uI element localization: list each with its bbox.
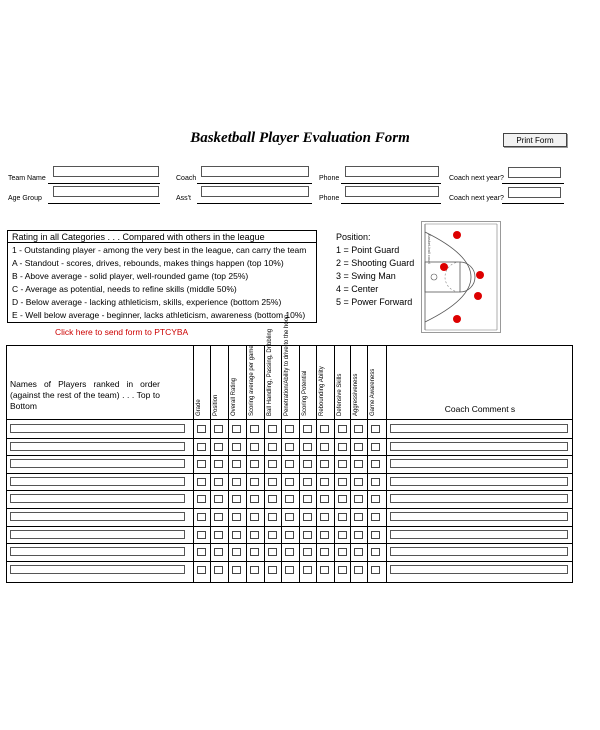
rating-checkbox[interactable] <box>320 460 329 468</box>
column-header: Game Awareness <box>370 368 376 416</box>
rating-item: D - Below average - lacking athleticism, skills, experience (bottom 25%) <box>12 297 282 307</box>
coach-next-year2-line <box>502 203 564 204</box>
coach-line <box>197 183 312 184</box>
position-title: Position: <box>336 232 371 242</box>
column-header: Defensive Skills <box>337 373 343 416</box>
court-free-throw-arc <box>460 262 475 292</box>
rating-checkbox[interactable] <box>232 425 241 433</box>
coach-comment-input[interactable] <box>390 512 568 521</box>
rating-checkbox[interactable] <box>338 513 347 521</box>
player-name-input[interactable] <box>10 442 185 451</box>
coach-comment-input[interactable] <box>390 442 568 451</box>
coach-next-year2-label: Coach next year? <box>449 195 504 202</box>
rating-checkbox[interactable] <box>371 566 380 574</box>
position-item: 3 = Swing Man <box>336 271 396 281</box>
rating-checkbox[interactable] <box>250 495 259 503</box>
column-divider <box>246 345 247 583</box>
rating-checkbox[interactable] <box>371 425 380 433</box>
rating-checkbox[interactable] <box>303 531 312 539</box>
rating-item: A - Standout - scores, drives, rebounds, makes things happen (top 10%) <box>12 258 284 268</box>
rating-checkbox[interactable] <box>285 566 294 574</box>
rating-checkbox[interactable] <box>320 425 329 433</box>
rating-checkbox[interactable] <box>354 425 363 433</box>
player-marker <box>453 315 461 323</box>
player-name-input[interactable] <box>10 424 185 433</box>
coach-comment-input[interactable] <box>390 547 568 556</box>
row-divider <box>6 438 573 439</box>
row-divider <box>6 543 573 544</box>
rating-checkbox[interactable] <box>371 443 380 451</box>
row-divider <box>6 526 573 527</box>
rating-checkbox[interactable] <box>303 548 312 556</box>
rating-checkbox[interactable] <box>214 531 223 539</box>
age-group-line <box>48 203 160 204</box>
court-label: Basket-ball court <box>427 234 432 264</box>
rating-checkbox[interactable] <box>371 478 380 486</box>
rating-checkbox[interactable] <box>338 495 347 503</box>
rating-checkbox[interactable] <box>250 443 259 451</box>
rating-checkbox[interactable] <box>354 443 363 451</box>
column-divider <box>264 345 265 583</box>
rating-checkbox[interactable] <box>285 425 294 433</box>
phone2-label: Phone <box>319 195 340 202</box>
rating-checkbox[interactable] <box>354 513 363 521</box>
rating-checkbox[interactable] <box>197 478 206 486</box>
rating-checkbox[interactable] <box>303 495 312 503</box>
column-divider <box>193 345 194 583</box>
rating-checkbox[interactable] <box>214 513 223 521</box>
rating-checkbox[interactable] <box>214 460 223 468</box>
player-marker <box>453 231 461 239</box>
position-item: 5 = Power Forward <box>336 297 413 307</box>
rating-checkbox[interactable] <box>250 478 259 486</box>
coach-comment-input[interactable] <box>390 424 568 433</box>
coach-next-year-label: Coach next year? <box>449 175 504 182</box>
court-svg <box>422 222 500 332</box>
assistant-line <box>197 203 312 204</box>
assistant-input[interactable] <box>201 186 309 197</box>
rating-checkbox[interactable] <box>354 531 363 539</box>
rating-checkbox[interactable] <box>214 478 223 486</box>
rating-checkbox[interactable] <box>268 531 277 539</box>
player-name-input[interactable] <box>10 547 185 556</box>
rating-checkbox[interactable] <box>338 478 347 486</box>
coach-comment-input[interactable] <box>390 565 568 574</box>
assistant-label: Ass't <box>176 195 191 202</box>
page-title: Basketball Player Evaluation Form <box>190 130 410 146</box>
rating-checkbox[interactable] <box>232 548 241 556</box>
rating-checkbox[interactable] <box>338 443 347 451</box>
rating-checkbox[interactable] <box>214 566 223 574</box>
column-header: Overall Rating <box>231 377 237 416</box>
phone2-line <box>341 203 441 204</box>
rating-item: B - Above average - solid player, well-rounded game (top 25%) <box>12 271 249 281</box>
rating-checkbox[interactable] <box>285 460 294 468</box>
rating-checkbox[interactable] <box>338 566 347 574</box>
player-name-input[interactable] <box>10 565 185 574</box>
rating-checkbox[interactable] <box>250 531 259 539</box>
rating-checkbox[interactable] <box>250 548 259 556</box>
rating-checkbox[interactable] <box>371 548 380 556</box>
rating-checkbox[interactable] <box>303 478 312 486</box>
column-divider <box>316 345 317 583</box>
column-header: Position <box>213 394 219 416</box>
column-divider <box>386 345 387 583</box>
row-divider <box>6 455 573 456</box>
rating-checkbox[interactable] <box>320 513 329 521</box>
player-marker <box>474 292 482 300</box>
rating-checkbox[interactable] <box>197 425 206 433</box>
coach-next-year-line <box>502 183 564 184</box>
rating-checkbox[interactable] <box>268 425 277 433</box>
position-item: 1 = Point Guard <box>336 245 400 255</box>
rating-checkbox[interactable] <box>354 566 363 574</box>
team-name-label: Team Name <box>8 175 46 182</box>
column-divider <box>334 345 335 583</box>
rating-checkbox[interactable] <box>354 478 363 486</box>
rating-checkbox[interactable] <box>232 495 241 503</box>
rating-checkbox[interactable] <box>268 460 277 468</box>
rating-checkbox[interactable] <box>268 548 277 556</box>
coach-comment-input[interactable] <box>390 530 568 539</box>
coach-input[interactable] <box>201 166 309 177</box>
rating-checkbox[interactable] <box>320 443 329 451</box>
rating-checkbox[interactable] <box>197 513 206 521</box>
column-header: Aggressiveness <box>353 373 359 416</box>
rating-checkbox[interactable] <box>354 460 363 468</box>
rating-checkbox[interactable] <box>285 513 294 521</box>
rating-checkbox[interactable] <box>285 443 294 451</box>
coach-next-year2-input[interactable] <box>508 187 561 198</box>
rating-checkbox[interactable] <box>320 495 329 503</box>
coach-comment-input[interactable] <box>390 494 568 503</box>
rating-checkbox[interactable] <box>268 566 277 574</box>
rating-checkbox[interactable] <box>232 566 241 574</box>
row-divider <box>6 490 573 491</box>
rating-checkbox[interactable] <box>320 531 329 539</box>
rating-checkbox[interactable] <box>303 460 312 468</box>
rating-checkbox[interactable] <box>250 566 259 574</box>
coach-comment-input[interactable] <box>390 459 568 468</box>
rating-checkbox[interactable] <box>250 513 259 521</box>
rating-checkbox[interactable] <box>214 425 223 433</box>
rating-checkbox[interactable] <box>354 495 363 503</box>
rating-checkbox[interactable] <box>197 548 206 556</box>
rating-checkbox[interactable] <box>338 548 347 556</box>
row-divider <box>6 508 573 509</box>
rating-checkbox[interactable] <box>268 443 277 451</box>
rating-checkbox[interactable] <box>338 460 347 468</box>
rating-checkbox[interactable] <box>303 443 312 451</box>
print-form-button[interactable]: Print Form <box>503 133 567 147</box>
rating-checkbox[interactable] <box>268 513 277 521</box>
rating-checkbox[interactable] <box>197 495 206 503</box>
rating-checkbox[interactable] <box>371 495 380 503</box>
basketball-court-diagram <box>421 221 501 333</box>
column-divider <box>367 345 368 583</box>
age-group-input[interactable] <box>53 186 159 197</box>
rating-checkbox[interactable] <box>232 478 241 486</box>
rating-item: C - Average as potential, needs to refine skills (middle 50%) <box>12 284 237 294</box>
column-header: Grade <box>196 399 202 416</box>
column-header: Ball Handling, Passing, Dribbling <box>267 328 273 416</box>
position-item: 2 = Shooting Guard <box>336 258 415 268</box>
court-basket <box>431 274 437 280</box>
phone-label: Phone <box>319 175 340 182</box>
rating-checkbox[interactable] <box>354 548 363 556</box>
age-group-label: Age Group <box>8 195 42 202</box>
names-column-header: Names of Players ranked in order (against the rest of the team) . . . Top to Bottom <box>10 379 160 411</box>
player-name-input[interactable] <box>10 530 185 539</box>
column-divider <box>299 345 300 583</box>
rating-checkbox[interactable] <box>303 513 312 521</box>
column-header: Penetration/Ability to drive to the hoop <box>284 314 290 416</box>
rating-checkbox[interactable] <box>250 425 259 433</box>
coach-next-year-input[interactable] <box>508 167 561 178</box>
rating-checkbox[interactable] <box>232 460 241 468</box>
player-name-input[interactable] <box>10 512 185 521</box>
rating-checkbox[interactable] <box>285 531 294 539</box>
rating-item: E - Well below average - beginner, lacks athleticism, awareness (bottom 10%) <box>12 310 306 320</box>
column-divider <box>210 345 211 583</box>
rating-checkbox[interactable] <box>371 513 380 521</box>
rating-checkbox[interactable] <box>371 531 380 539</box>
column-divider <box>350 345 351 583</box>
rating-checkbox[interactable] <box>232 443 241 451</box>
team-name-input-box[interactable] <box>53 166 159 177</box>
rating-checkbox[interactable] <box>338 531 347 539</box>
rating-checkbox[interactable] <box>320 478 329 486</box>
player-marker <box>440 263 448 271</box>
phone2-input[interactable] <box>345 186 439 197</box>
column-header: Scoring Potential <box>302 370 308 416</box>
coach-comment-input[interactable] <box>390 477 568 486</box>
column-divider <box>281 345 282 583</box>
send-form-link[interactable]: Click here to send form to PTCYBA <box>55 327 189 337</box>
rating-checkbox[interactable] <box>285 495 294 503</box>
phone-line <box>341 183 441 184</box>
rating-checkbox[interactable] <box>320 548 329 556</box>
comments-column-header: Coach Comment s <box>444 404 516 414</box>
rating-checkbox[interactable] <box>197 460 206 468</box>
rating-checkbox[interactable] <box>214 443 223 451</box>
rating-checkbox[interactable] <box>285 548 294 556</box>
table-header-divider <box>6 419 573 420</box>
player-marker <box>476 271 484 279</box>
coach-label: Coach <box>176 175 197 182</box>
rating-checkbox[interactable] <box>338 425 347 433</box>
player-name-input[interactable] <box>10 494 185 503</box>
rating-checkbox[interactable] <box>285 478 294 486</box>
rating-checkbox[interactable] <box>232 513 241 521</box>
position-item: 4 = Center <box>336 284 379 294</box>
rating-checkbox[interactable] <box>232 531 241 539</box>
rating-checkbox[interactable] <box>371 460 380 468</box>
rating-item: 1 - Outstanding player - among the very best in the league, can carry the team <box>12 245 307 255</box>
rating-heading: Rating in all Categories . . . Compared with others in the league <box>8 231 316 243</box>
rating-checkbox[interactable] <box>197 443 206 451</box>
row-divider <box>6 473 573 474</box>
column-header: Scoring average per game <box>249 345 255 416</box>
phone-input[interactable] <box>345 166 439 177</box>
rating-checkbox[interactable] <box>268 495 277 503</box>
rating-checkbox[interactable] <box>214 548 223 556</box>
rating-checkbox[interactable] <box>214 495 223 503</box>
column-divider <box>228 345 229 583</box>
rating-checkbox[interactable] <box>320 566 329 574</box>
row-divider <box>6 561 573 562</box>
rating-checkbox[interactable] <box>303 425 312 433</box>
player-name-input[interactable] <box>10 459 185 468</box>
rating-checkbox[interactable] <box>197 566 206 574</box>
player-name-input[interactable] <box>10 477 185 486</box>
column-header: Rebounding Ability <box>319 366 325 416</box>
team-name-line <box>48 183 160 184</box>
rating-checkbox[interactable] <box>197 531 206 539</box>
rating-checkbox[interactable] <box>303 566 312 574</box>
rating-checkbox[interactable] <box>250 460 259 468</box>
rating-checkbox[interactable] <box>268 478 277 486</box>
